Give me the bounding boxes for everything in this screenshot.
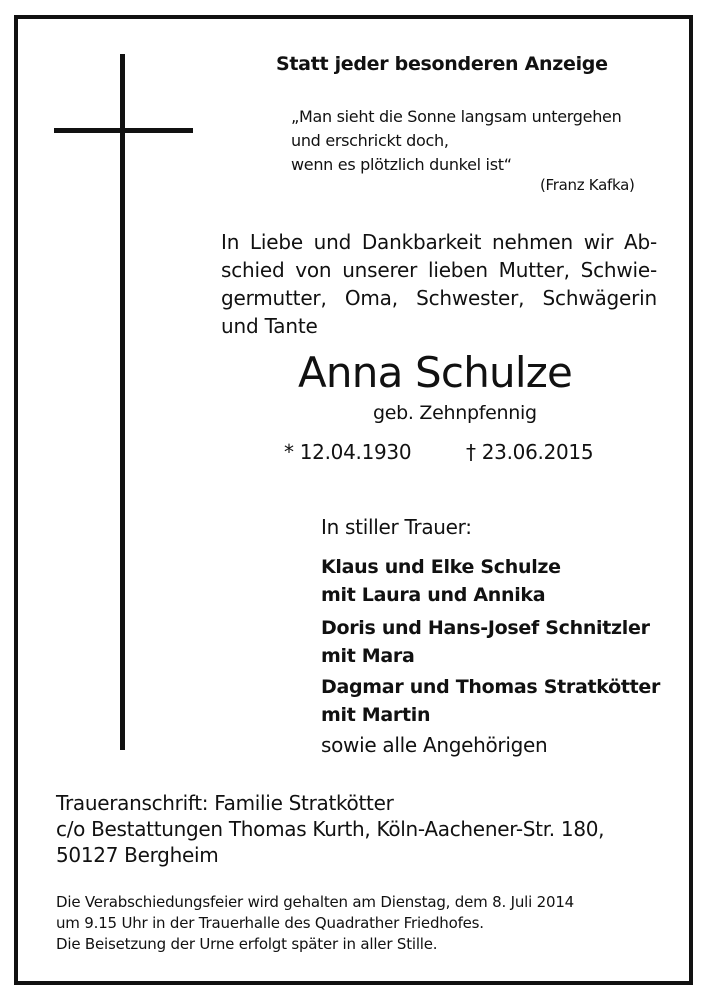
family-line: Doris und Hans-Josef Schnitzler [321,617,650,639]
intro-line: schied von unserer lieben Mutter, Schwie- [221,258,657,282]
family-entry [321,553,561,609]
intro-line: und Tante [221,314,318,338]
quote-author: (Franz Kafka) [540,176,635,194]
quote-line: „Man sieht die Sonne langsam untergehen [291,107,622,126]
family-entry [321,673,660,729]
cross-icon-beam [54,128,193,133]
service-info [56,892,574,955]
deceased-name: Anna Schulze [298,348,573,397]
family-line: mit Martin [321,704,431,726]
service-line: Die Beisetzung der Urne erfolgt später in aller Stille. [56,935,438,953]
other-relatives: sowie alle Angehörigen [321,733,548,757]
family-line: mit Mara [321,645,415,667]
address-line: Traueranschrift: Familie Stratkötter [56,791,394,815]
mourners-intro: In stiller Trauer: [321,515,472,539]
notice-header: Statt jeder besonderen Anzeige [276,53,608,75]
death-date: † 23.06.2015 [466,440,594,464]
family-line: mit Laura und Annika [321,584,546,606]
family-entry [321,614,650,670]
maiden-name: geb. Zehnpfennig [373,402,537,424]
intro-text [221,228,657,340]
quote [291,105,621,177]
birth-date: * 12.04.1930 [284,440,412,464]
cross-icon [120,54,125,750]
mourning-address [56,790,604,868]
quote-line: wenn es plötzlich dunkel ist“ [291,155,512,174]
service-line: um 9.15 Uhr in der Trauerhalle des Quadrather Friedhofes. [56,914,484,932]
address-line: 50127 Bergheim [56,843,219,867]
address-line: c/o Bestattungen Thomas Kurth, Köln-Aachener-Str. 180, [56,817,605,841]
intro-line: In Liebe und Dankbarkeit nehmen wir Ab- [221,230,657,254]
family-line: Klaus und Elke Schulze [321,556,561,578]
service-line: Die Verabschiedungsfeier wird gehalten am Dienstag, dem 8. Juli 2014 [56,893,575,911]
intro-line: germutter, Oma, Schwester, Schwägerin [221,286,657,310]
quote-line: und erschrickt doch, [291,131,449,150]
family-line: Dagmar und Thomas Stratkötter [321,676,661,698]
